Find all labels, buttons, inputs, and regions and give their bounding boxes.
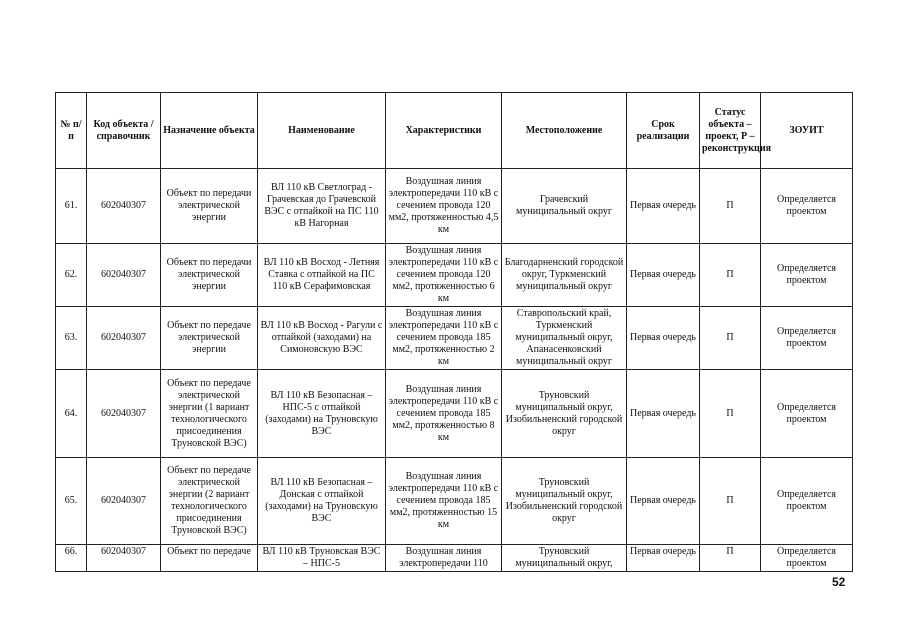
cell-term: Первая очередь [627,244,700,307]
cell-code: 602040307 [87,244,161,307]
cell-status: П [700,458,761,545]
cell-purpose: Объект по передачи электрической энергии [161,244,258,307]
cell-specs: Воздушная линия электропередачи 110 кВ с сечением провода 185 мм2, протяженностью 8 км [386,370,502,458]
table-row [56,370,853,458]
header-location: Местоположение [502,93,627,169]
cell-location: Труновский муниципальный округ, Изобильненский городской округ [502,458,627,545]
objects-table [55,92,853,572]
cell-num: 63. [56,307,87,370]
cell-purpose: Объект по передаче электрической энергии (1 вариант технологического присоединения Труновской ВЭС) [161,370,258,458]
cell-zouit: Определяется проектом [761,307,853,370]
cell-code: 602040307 [87,370,161,458]
table-row [56,244,853,307]
cell-name: ВЛ 110 кВ Восход - Рагули с отпайкой (заходами) на Симоновскую ВЭС [258,307,386,370]
cell-specs: Воздушная линия электропередачи 110 кВ с сечением провода 185 мм2, протяженностью 15 км [386,458,502,545]
cell-term: Первая очередь [627,545,700,572]
table-row [56,458,853,545]
table-row [56,307,853,370]
cell-status: П [700,244,761,307]
cell-num: 62. [56,244,87,307]
cell-specs: Воздушная линия электропередачи 110 [386,545,502,572]
cell-code: 602040307 [87,169,161,244]
cell-name: ВЛ 110 кВ Труновская ВЭС – НПС-5 [258,545,386,572]
cell-zouit: Определяется проектом [761,169,853,244]
cell-term: Первая очередь [627,169,700,244]
header-purpose: Назначение объекта [161,93,258,169]
cell-purpose: Объект по передаче электрической энергии [161,307,258,370]
cell-location: Благодарненский городской округ, Туркменский муниципальный округ [502,244,627,307]
cell-code: 602040307 [87,458,161,545]
cell-specs: Воздушная линия электропередачи 110 кВ с сечением провода 120 мм2, протяженностью 6 км [386,244,502,307]
cell-specs: Воздушная линия электропередачи 110 кВ с сечением провода 120 мм2, протяженностью 4,5 км [386,169,502,244]
cell-term: Первая очередь [627,307,700,370]
header-code: Код объекта / справочник [87,93,161,169]
cell-location: Грачевский муниципальный округ [502,169,627,244]
cell-name: ВЛ 110 кВ Светлоград - Грачевская до Грачевской ВЭС с отпайкой на ПС 110 кВ Нагорная [258,169,386,244]
table-row [56,545,853,572]
cell-location: Ставропольский край, Туркменский муниципальный округ, Апанасенковский муниципальный округ [502,307,627,370]
cell-status: П [700,169,761,244]
cell-name: ВЛ 110 кВ Восход - Летняя Ставка с отпайкой на ПС 110 кВ Серафимовская [258,244,386,307]
header-status: Статус объекта – проект, Р – реконструкция [700,93,761,169]
cell-term: Первая очередь [627,458,700,545]
table-row [56,169,853,244]
cell-location: Труновский муниципальный округ, [502,545,627,572]
header-specs: Характеристики [386,93,502,169]
page-number: 52 [832,575,846,589]
cell-name: ВЛ 110 кВ Безопасная – НПС-5 с отпайкой (заходами) на Труновскую ВЭС [258,370,386,458]
cell-zouit: Определяется проектом [761,458,853,545]
header-term: Срок реализации [627,93,700,169]
cell-num: 66. [56,545,87,572]
cell-status: П [700,307,761,370]
cell-status: П [700,545,761,572]
cell-specs: Воздушная линия электропередачи 110 кВ с сечением провода 185 мм2, протяженностью 2 км [386,307,502,370]
cell-code: 602040307 [87,545,161,572]
header-zouit: ЗОУИТ [761,93,853,169]
cell-num: 64. [56,370,87,458]
cell-zouit: Определяется проектом [761,370,853,458]
cell-num: 61. [56,169,87,244]
cell-location: Труновский муниципальный округ, Изобильненский городской округ [502,370,627,458]
cell-purpose: Объект по передаче [161,545,258,572]
table-header-row [56,93,853,169]
cell-num: 65. [56,458,87,545]
cell-zouit: Определяется проектом [761,545,853,572]
cell-term: Первая очередь [627,370,700,458]
header-name: Наименование [258,93,386,169]
cell-purpose: Объект по передачи электрической энергии [161,169,258,244]
cell-name: ВЛ 110 кВ Безопасная – Донская с отпайкой (заходами) на Труновскую ВЭС [258,458,386,545]
cell-code: 602040307 [87,307,161,370]
header-num: № п/п [56,93,87,169]
cell-zouit: Определяется проектом [761,244,853,307]
cell-status: П [700,370,761,458]
cell-purpose: Объект по передаче электрической энергии (2 вариант технологического присоединения Труновской ВЭС) [161,458,258,545]
